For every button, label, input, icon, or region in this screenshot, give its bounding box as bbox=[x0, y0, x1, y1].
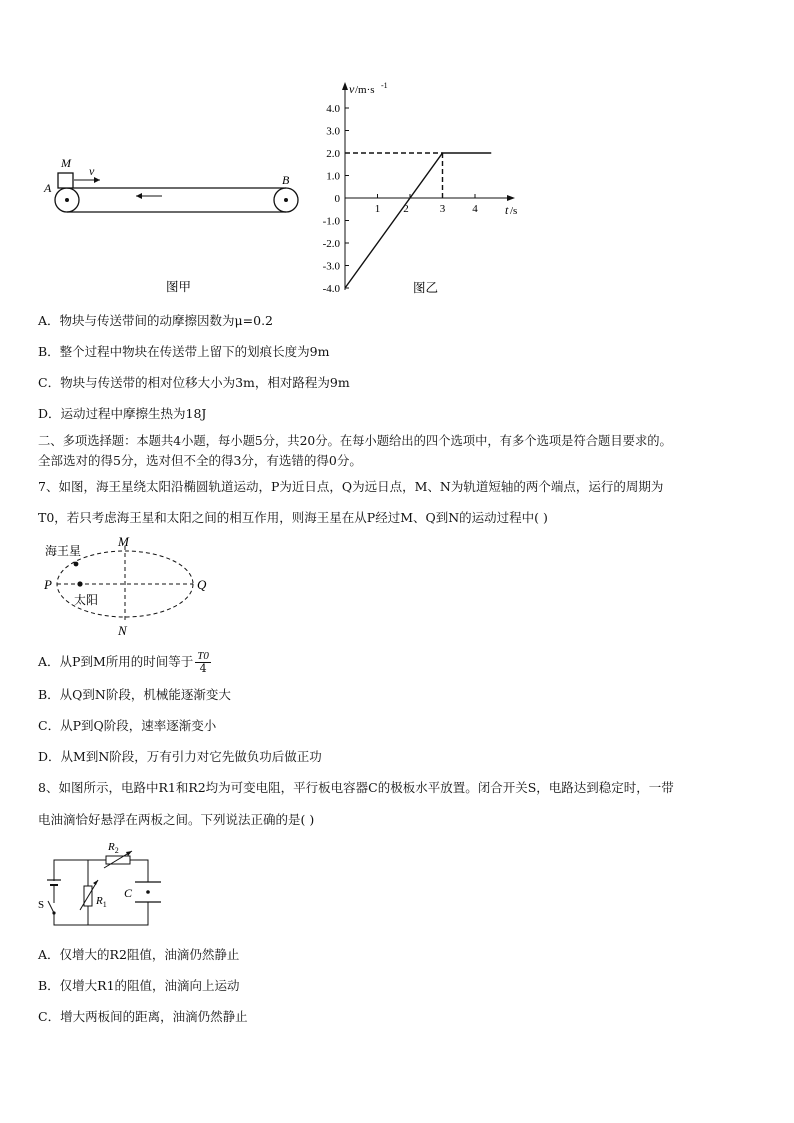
y-tick-label: -2.0 bbox=[322, 238, 340, 250]
xlabel-unit: /s bbox=[510, 205, 518, 217]
x-tick-label: 1 bbox=[374, 203, 381, 215]
graph-ticks bbox=[323, 103, 479, 295]
q6-option-d: D．运动过程中摩擦生热为18J bbox=[38, 406, 207, 421]
ylabel-v: v bbox=[349, 82, 355, 96]
oil-drop bbox=[146, 890, 150, 894]
label-P: P bbox=[44, 577, 52, 592]
q7-option-d: D．从M到N阶段，万有引力对它先做负功后做正功 bbox=[38, 749, 322, 764]
q7-stem-line2: T0，若只考虑海王星和太阳之间的相互作用，则海王星在从P经过M、Q到N的运动过程中( ) bbox=[38, 510, 548, 525]
belt-figure bbox=[40, 150, 310, 300]
fraction-t0-over-4 bbox=[195, 650, 211, 675]
orbit-figure bbox=[40, 532, 215, 637]
q8-stem-line1: 8、如图所示，电路中R1和R2均为可变电阻，平行板电容器C的极板水平放置。闭合开关S，电路达到稳定时，一带 bbox=[38, 780, 674, 795]
graph-axes bbox=[342, 82, 518, 290]
q8-option-c: C．增大两板间的距离，油滴仍然静止 bbox=[38, 1009, 248, 1024]
ylabel-exp: -1 bbox=[381, 81, 388, 90]
q8-option-b: B．仅增大R1的阻值，油滴向上运动 bbox=[38, 978, 240, 993]
switch-s bbox=[48, 901, 54, 913]
y-tick-label: -1.0 bbox=[322, 215, 340, 228]
y-tick-label: 0 bbox=[334, 193, 340, 205]
q6-option-c: C．物块与传送带的相对位移大小为3m，相对路程为9m bbox=[38, 375, 350, 390]
vt-graph bbox=[305, 80, 535, 300]
label-s: S bbox=[38, 899, 45, 911]
label-N: N bbox=[118, 623, 127, 637]
label-B: B bbox=[282, 173, 290, 187]
y-tick-label: -3.0 bbox=[322, 260, 340, 273]
y-tick-label: 2.0 bbox=[326, 148, 340, 160]
block-M bbox=[58, 173, 73, 188]
x-tick-label: 3 bbox=[439, 203, 446, 215]
q8-option-a: A．仅增大的R2阻值，油滴仍然静止 bbox=[38, 947, 240, 962]
q8-stem-line2: 电油滴恰好悬浮在两板之间。下列说法正确的是( ) bbox=[38, 812, 315, 827]
xlabel-t: t bbox=[505, 203, 509, 217]
graph-series bbox=[345, 153, 491, 288]
label-M: M bbox=[61, 156, 71, 170]
q6-option-b: B．整个过程中物块在传送带上留下的划痕长度为9m bbox=[38, 344, 330, 359]
y-tick-label: 1.0 bbox=[326, 170, 340, 183]
section2-line2: 全部选对的得5分，选对但不全的得3分，有选错的得0分。 bbox=[38, 453, 362, 468]
label-A: A bbox=[44, 181, 52, 195]
label-neptune: 海王星 bbox=[45, 544, 82, 558]
label-Q: Q bbox=[197, 577, 207, 592]
label-v: v bbox=[89, 164, 95, 178]
label-r1: $R_1$ bbox=[96, 895, 107, 909]
series-line bbox=[345, 153, 491, 288]
caption-yi: 图乙 bbox=[413, 281, 439, 295]
q7-option-a bbox=[38, 650, 211, 675]
x-axis-arrow bbox=[507, 195, 515, 201]
caption-jia: 图甲 bbox=[166, 280, 192, 294]
q6-option-a: A．物块与传送带间的动摩擦因数为μ=0.2 bbox=[38, 313, 274, 328]
q7-option-a-text: A．从P到M所用的时间等于 bbox=[38, 654, 194, 669]
q7-option-c: C．从P到Q阶段，速率逐渐变小 bbox=[38, 718, 217, 733]
x-tick-label: 4 bbox=[472, 203, 478, 215]
label-c: C bbox=[124, 886, 133, 900]
label-M: M bbox=[118, 534, 129, 549]
fraction-denominator: 4 bbox=[199, 662, 207, 675]
ylabel-unit: /m·s bbox=[355, 84, 375, 96]
y-tick-label: 4.0 bbox=[326, 103, 340, 115]
neptune-dot bbox=[74, 562, 79, 567]
y-axis-arrow bbox=[342, 82, 348, 90]
x-tick-label: 2 bbox=[403, 203, 409, 215]
label-r2: $R_2$ bbox=[108, 841, 119, 855]
y-tick-label: 3.0 bbox=[326, 125, 340, 138]
section2-line1: 二、多项选择题：本题共4小题，每小题5分，共20分。在每小题给出的四个选项中，有多个选项是符合题目要求的。 bbox=[38, 434, 672, 448]
q7-option-b: B．从Q到N阶段，机械能逐渐变大 bbox=[38, 687, 231, 702]
sun-dot bbox=[77, 581, 82, 586]
y-tick-label: -4.0 bbox=[322, 283, 340, 295]
label-sun: 太阳 bbox=[74, 593, 99, 607]
circuit-figure bbox=[36, 838, 171, 938]
fraction-numerator: T0 bbox=[197, 650, 209, 662]
q7-stem-line1: 7、如图，海王星绕太阳沿椭圆轨道运动，P为近日点，Q为远日点，M、N为轨道短轴的两个端点，运行的周期为 bbox=[38, 479, 664, 494]
